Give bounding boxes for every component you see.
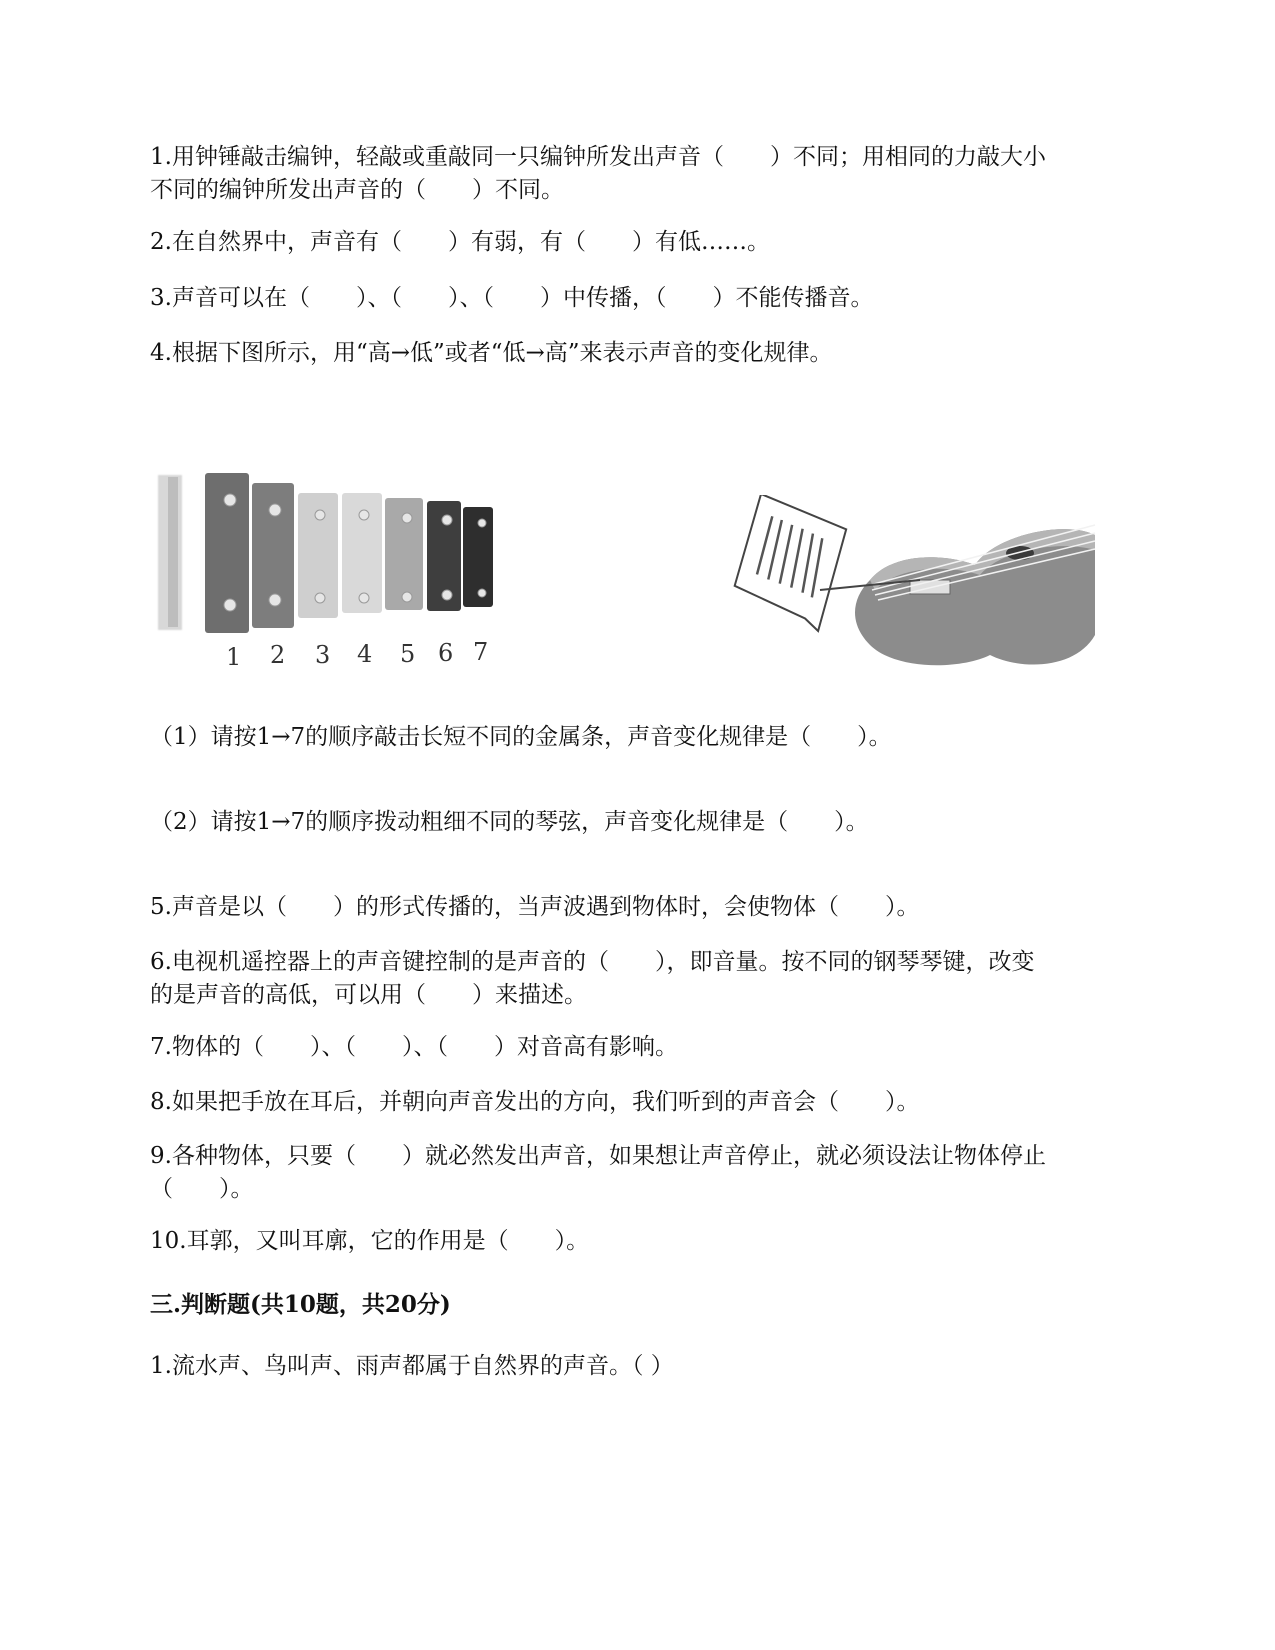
- question-6-line-1: 6.电视机遥控器上的声音键控制的是声音的（ ），即音量。按不同的钢琴琴键，改变: [150, 949, 1035, 975]
- xylophone-number-1: 1: [226, 643, 242, 671]
- guitar-figure: [720, 495, 1120, 695]
- xylophone-number-3: 3: [315, 641, 331, 669]
- question-1-line-1: 1.用钟锤敲击编钟，轻敲或重敲同一只编钟所发出声音（ ）不同；用相同的力敲大小: [150, 144, 1046, 170]
- xylophone-number-2: 2: [270, 641, 286, 669]
- question-2: 2.在自然界中，声音有（ ）有弱，有（ ）有低……。: [150, 229, 770, 255]
- xylophone-number-4: 4: [357, 640, 373, 668]
- question-1-line-2: 不同的编钟所发出声音的（ ）不同。: [150, 177, 564, 203]
- xylophone-number-6: 6: [438, 639, 454, 667]
- question-6-line-2: 的是声音的高低，可以用（ ）来描述。: [150, 982, 587, 1008]
- xylophone-figure: [150, 465, 530, 695]
- xylophone-number-7: 7: [473, 638, 489, 666]
- question-9-line-2: （ ）。: [150, 1176, 254, 1202]
- question-4-part-1: （1）请按1→7的顺序敲击长短不同的金属条，声音变化规律是（ ）。: [150, 724, 892, 750]
- xylophone-number-5: 5: [400, 640, 416, 668]
- question-9-line-1: 9.各种物体，只要（ ）就必然发出声音，如果想让声音停止，就必须设法让物体停止: [150, 1143, 1046, 1169]
- string-callout: [729, 495, 849, 633]
- question-7: 7.物体的（ ）、（ ）、（ ）对音高有影响。: [150, 1034, 678, 1060]
- question-3: 3.声音可以在（ ）、（ ）、（ ）中传播，（ ）不能传播音。: [150, 285, 874, 311]
- question-8: 8.如果把手放在耳后，并朝向声音发出的方向，我们听到的声音会（ ）。: [150, 1089, 920, 1115]
- section-3-heading: 三.判断题(共10题，共20分): [150, 1291, 451, 1318]
- question-5: 5.声音是以（ ）的形式传播的，当声波遇到物体时，会使物体（ ）。: [150, 894, 920, 920]
- question-4-part-2: （2）请按1→7的顺序拨动粗细不同的琴弦，声音变化规律是（ ）。: [150, 809, 869, 835]
- section-3-question-1: 1.流水声、鸟叫声、雨声都属于自然界的声音。（ ）: [150, 1353, 674, 1379]
- question-4: 4.根据下图所示，用“高→低”或者“低→高”来表示声音的变化规律。: [150, 340, 833, 366]
- question-10: 10.耳郭，又叫耳廓，它的作用是（ ）。: [150, 1228, 590, 1254]
